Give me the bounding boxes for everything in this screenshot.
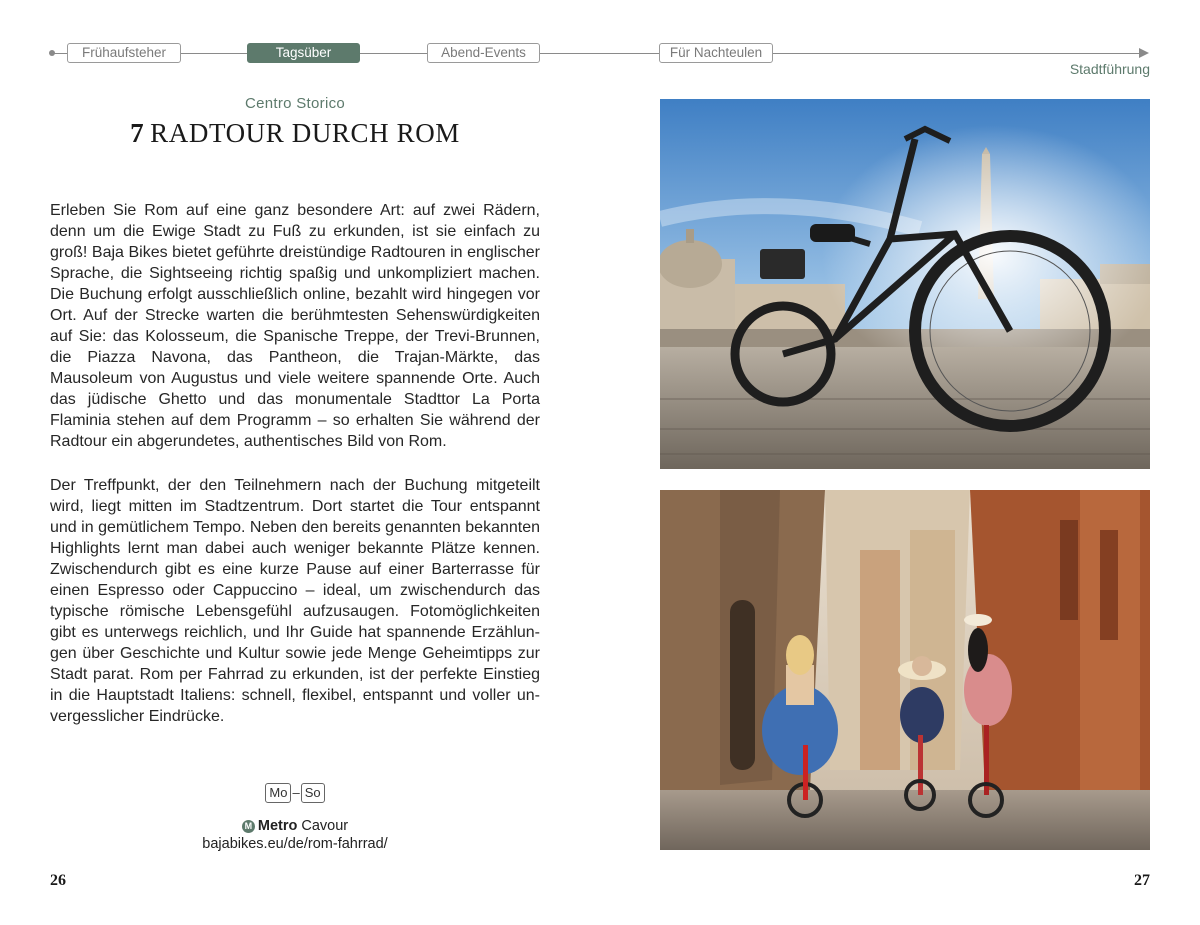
page-number-right: 27 (1134, 872, 1150, 889)
timeline-start-dot (49, 50, 55, 56)
timeline-arrow-icon (1139, 48, 1149, 58)
website-link[interactable]: bajabikes.eu/de/rom-fahrrad/ (202, 836, 388, 852)
body-paragraph-2: Der Treffpunkt, der den Teilnehmern nach der Buchung mitgeteilt wird, liegt mitten im Stadtzentrum. Dort startet die Tour entspannt und in gemütlichem Tempo. Neben den bereits genannten bekannten Highlights lernt man dabei auch weniger bekannte Plätze kennen. Zwischendurch gibt es eine kurze Pause auf einer Barterrasse für einen Espresso oder Cappuccino – ideal, um zwischendurch das typische römische Lebensgefühl aufzusaugen. Fotomöglichkeiten gibt es unterwegs reichlich, und Ihr Guide hat spannende Erzählungen über Geschichte und Kultur sowie jede Menge Geheimtipps zur Stadt parat. Rom per Fahrrad zu erkunden, ist der perfekte Einstieg in die Hauptstadt Italiens: schnell, flexibel, entspannt und voller unvergesslicher Eindrücke. (50, 477, 540, 725)
district-label: Centro Storico (244, 95, 346, 112)
article-title-text: RADTOUR DURCH ROM (150, 118, 460, 148)
photo-bicycle-piazza (660, 99, 1150, 469)
timeline-stage-evening: Abend-Events (427, 43, 540, 63)
timeline-line (52, 53, 1140, 54)
category-label: Stadtführung (1069, 61, 1150, 77)
page-number-left: 26 (50, 872, 66, 889)
article-number: 7 (130, 118, 145, 148)
metro-label: Metro (257, 818, 298, 834)
body-paragraph-1: Erleben Sie Rom auf eine ganz besondere Art: auf zwei Rädern, denn um die Ewige Stadt zu Fuß zu erkunden, ist sie einfach zu groß! Baja Bikes bietet geführte dreistündige Radtouren in englischer Sprache, die Sightseeing richtig spaßig und unkompliziert machen. Die Buchung erfolgt ausschließlich online, bezahlt wird hingegen vor Ort. Auf der Strecke warten die berühmtesten Sehenswürdigkeiten auf Sie: das Kolosseum, die Spanische Treppe, der Trevi-Brunnen, die Piazza Navona, das Pantheon, die Trajan-Märkte, das Mausoleum von Augustus und viele weitere spannende Orte. Auch das jüdische Ghetto und das monumentale Stadttor La Porta Flaminia stehen auf dem Programm – so erhalten Sie während der Radtour ein abgerundetes, authentisches Bild von Rom. (50, 202, 540, 450)
timeline-stage-daytime: Tagsüber (247, 43, 360, 63)
metro-info (50, 818, 540, 834)
day-to-badge: So (301, 783, 325, 803)
metro-station-icon: M (242, 820, 255, 833)
day-separator: – (292, 785, 300, 800)
photo-cyclists-street (660, 490, 1150, 850)
timeline-stage-early: Frühaufsteher (67, 43, 181, 63)
day-from-badge: Mo (265, 783, 291, 803)
timeline-stage-night: Für Nachteulen (659, 43, 773, 63)
article-title (50, 118, 540, 149)
metro-station: Cavour (301, 818, 349, 834)
opening-days (50, 783, 540, 803)
